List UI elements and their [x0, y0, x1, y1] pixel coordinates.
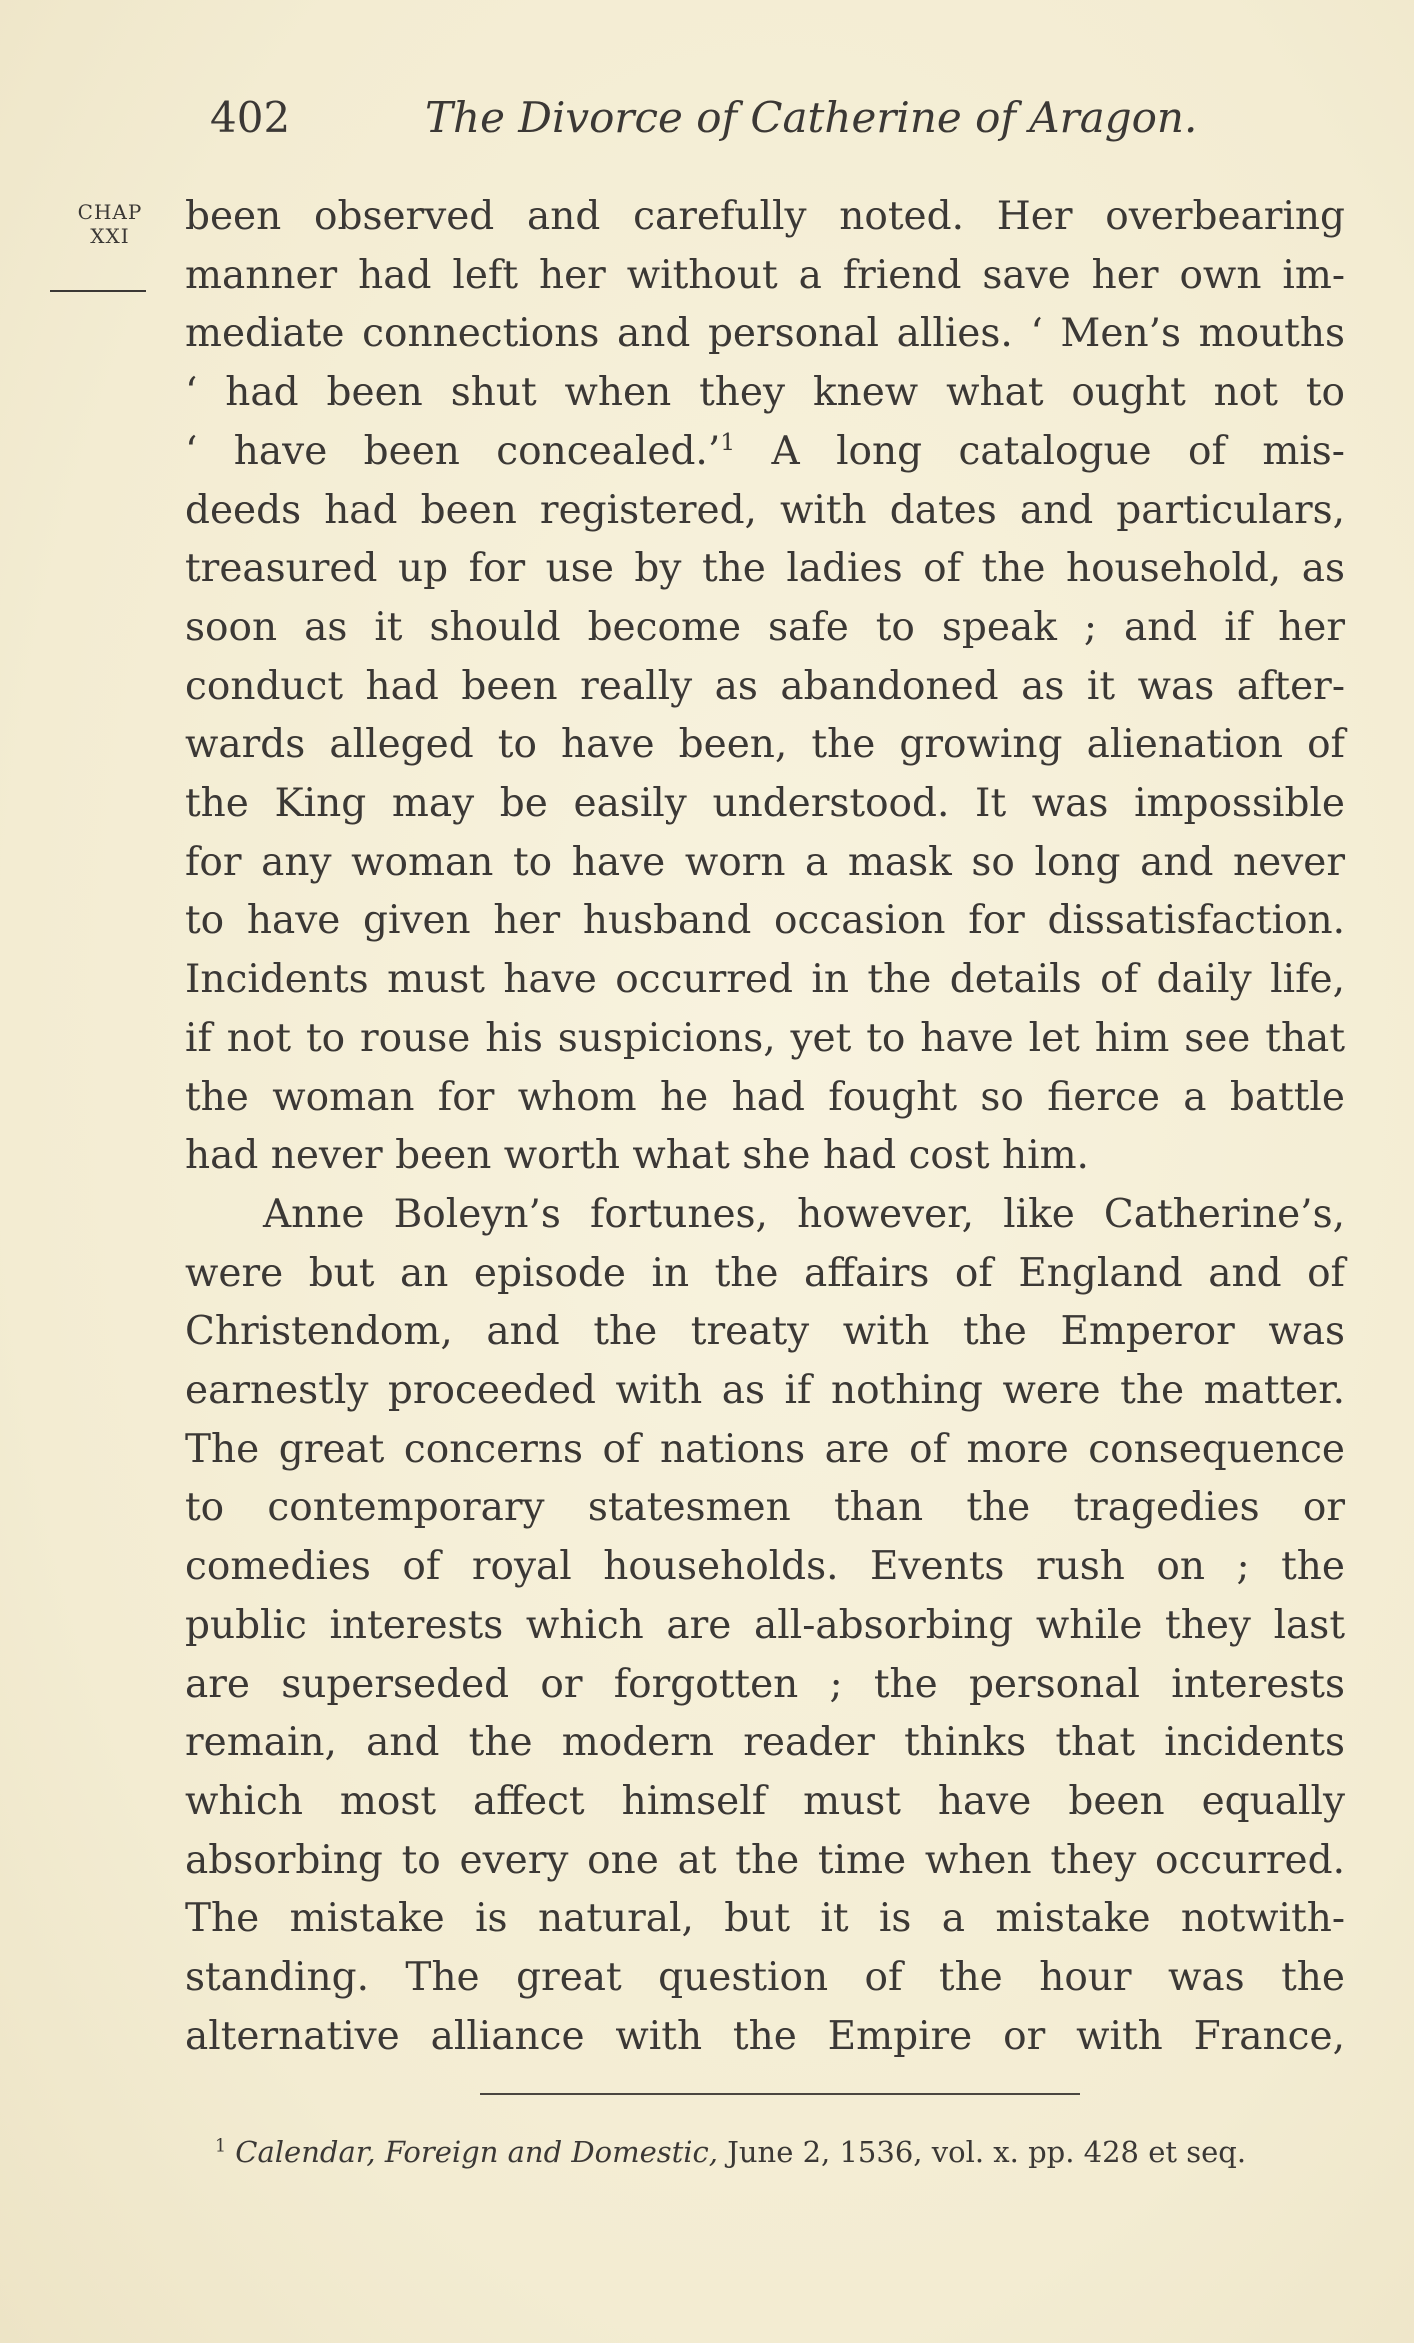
text-fragment: A long catalogue of mis-: [735, 428, 1345, 474]
text-line: conduct had been really as abandoned as it was after-: [185, 663, 1345, 709]
text-line: standing. The great question of the hour was the: [185, 1955, 1345, 2001]
text-line: Incidents must have occurred in the details of daily life,: [185, 957, 1345, 1003]
text-line: alternative alliance with the Empire or with France,: [185, 2013, 1345, 2059]
text-line: ‘ had been shut when they knew what ought not to: [185, 370, 1345, 416]
text-line: [185, 423, 1345, 482]
text-line: remain, and the modern reader thinks that incidents: [185, 1720, 1345, 1766]
footnote-reference: 1: [720, 427, 736, 456]
page-header: [210, 88, 1198, 148]
text-line: earnestly proceeded with as if nothing were the matter.: [185, 1368, 1345, 1414]
page-number: 402: [210, 93, 291, 142]
footnote-details: June 2, 1536, vol. x. pp. 428 et seq.: [718, 2135, 1247, 2169]
paragraph-1: [185, 188, 1345, 1186]
text-line: The mistake is natural, but it is a mistake notwith-: [185, 1896, 1345, 1942]
text-line: public interests which are all-absorbing while they last: [185, 1602, 1345, 1648]
text-line: deeds had been registered, with dates and particulars,: [185, 487, 1345, 533]
text-line: for any woman to have worn a mask so long and never: [185, 839, 1345, 885]
chapter-number: XXI: [90, 224, 130, 248]
text-line: had never been worth what she had cost him.: [185, 1133, 1089, 1179]
footnote-source: Calendar, Foreign and Domestic,: [235, 2135, 719, 2169]
text-line: comedies of royal households. Events rush on ; the: [185, 1544, 1345, 1590]
text-line: manner had left her without a friend save her own im-: [185, 252, 1345, 298]
text-line: been observed and carefully noted. Her overbearing: [185, 194, 1345, 239]
chapter-label: CHAP: [77, 200, 143, 224]
text-line: the King may be easily understood. It was impossible: [185, 781, 1345, 827]
text-line: which most affect himself must have been equally: [185, 1778, 1345, 1824]
paragraph-2: [185, 1186, 1345, 2067]
text-line: wards alleged to have been, the growing alienation of: [185, 722, 1345, 768]
body-text: [185, 188, 1345, 2067]
margin-rule: [50, 290, 146, 292]
text-line: The great concerns of nations are of more consequence: [185, 1426, 1345, 1472]
chapter-margin-note: [60, 200, 160, 248]
footnote-marker: 1: [215, 2136, 227, 2157]
text-line: were but an episode in the affairs of England and of: [185, 1250, 1345, 1296]
text-line: Anne Boleyn’s fortunes, however, like Catherine’s,: [263, 1191, 1345, 1237]
text-line: Christendom, and the treaty with the Emperor was: [185, 1309, 1345, 1355]
text-line: absorbing to every one at the time when they occurred.: [185, 1837, 1345, 1883]
text-fragment: ‘ have been concealed.’: [185, 428, 721, 474]
text-line: to contemporary statesmen than the tragedies or: [185, 1485, 1345, 1531]
text-line: treasured up for use by the ladies of the household, as: [185, 546, 1345, 592]
running-title: The Divorce of Catherine of Aragon.: [425, 93, 1198, 142]
text-line: to have given her husband occasion for dissatisfaction.: [185, 898, 1345, 944]
text-line: soon as it should become safe to speak ; and if her: [185, 604, 1345, 650]
footnote: [215, 2130, 1335, 2174]
text-line: mediate connections and personal allies. ‘ Men’s mouths: [185, 311, 1345, 357]
text-line: if not to rouse his suspicions, yet to have let him see that: [185, 1015, 1345, 1061]
footnote-rule: [480, 2093, 1080, 2095]
text-line: are superseded or forgotten ; the personal interests: [185, 1661, 1345, 1707]
text-line: the woman for whom he had fought so fierce a battle: [185, 1074, 1345, 1120]
